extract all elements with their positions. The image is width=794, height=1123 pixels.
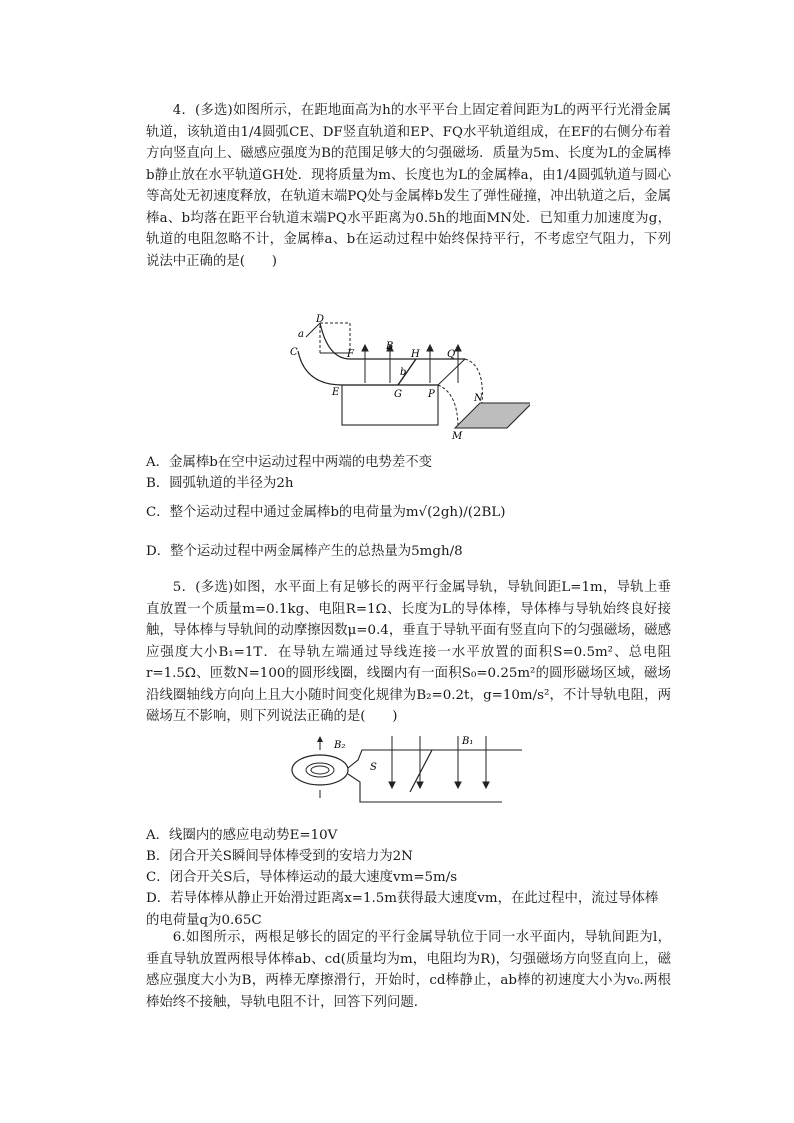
label-h: H xyxy=(411,349,420,360)
question-6-stem: 6.如图所示，两根足够长的固定的平行金属导轨位于同一水平面内，导轨间距为l，垂直导轨放置两根导体棒ab、cd(质量均为m，电阻均为R)，匀强磁场方向竖直向上，磁感应强度大小为B，两棒无摩擦滑行，开始时，cd棒静止，ab棒的初速度大小为v₀.两根棒始终不接触，导轨电阻不计，回答下列问题． xyxy=(146,930,671,1010)
label-p: P xyxy=(428,389,435,400)
q4-option-d: D．整个运动过程中两金属棒产生的总热量为5mgh/8 xyxy=(146,544,463,559)
b1-field-arrows xyxy=(389,736,489,788)
label-g: G xyxy=(394,389,402,400)
field-region xyxy=(306,763,334,777)
label-c: C xyxy=(290,347,298,358)
question-4-stem: 4．(多选)如图所示，在距地面高为h的水平平台上固定着间距为L的两平行光滑金属轨道，该轨道由1/4圆弧CE、DF竖直轨道和EP、FQ水平轨道组成，在EF的右侧分布着方向竖直向上、磁感应强度为B的范围足够大的匀强磁场．质量为5m、长度为L的金属棒b静止放在水平轨道GH处．现将质量为m、长度也为L的金属棒a，由1/4圆弧轨道与圆心等高处无初速度释放，在轨道末端PQ处与金属棒b发生了弹性碰撞，冲出轨道之后，金属棒a、b均落在距平台轨道末端PQ水平距离为0.5h的地面MN处．已知重力加速度为g，轨道的电阻忽略不计，金属棒a、b在运动过程中始终保持平行，不考虑空气阻力，下列说法中正确的是( ) xyxy=(146,103,671,269)
label-e: E xyxy=(332,387,340,398)
label-d: D xyxy=(316,314,325,325)
label-a: a xyxy=(298,329,304,340)
label-f: F xyxy=(347,349,354,360)
question-5-figure xyxy=(290,732,530,812)
bottom-rail xyxy=(348,774,502,802)
label-b-field: B xyxy=(386,341,394,352)
label-m: M xyxy=(452,431,463,442)
platform xyxy=(342,385,438,425)
ground-mn xyxy=(455,403,530,428)
q4-option-a: A．金属棒b在空中运动过程中两端的电势差不变 xyxy=(146,455,433,470)
label-b-rod: b xyxy=(400,367,407,378)
arc-track-ce xyxy=(298,351,342,385)
question-4-figure xyxy=(290,313,530,443)
q5-option-d: D．若导体棒从静止开始滑过距离x=1.5m获得最大速度vm，在此过程中，流过导体棒的电荷量q为0.65C xyxy=(146,891,659,928)
q5-option-c: C．闭合开关S后，导体棒运动的最大速度vm=5m/s xyxy=(146,870,458,885)
coil xyxy=(292,755,348,785)
arc-track-df xyxy=(320,323,350,359)
rod-a xyxy=(306,323,320,337)
label-switch: S xyxy=(370,762,377,773)
label-q: Q xyxy=(447,349,456,360)
label-b2: B₂ xyxy=(334,740,346,751)
q5-option-a: A．线圈内的感应电动势E=10V xyxy=(146,828,338,843)
label-n: N xyxy=(474,393,483,404)
q4-option-b: B．圆弧轨道的半径为2h xyxy=(146,476,294,491)
q4-option-c: C．整个运动过程中通过金属棒b的电荷量为m√(2gh)/(2BL) xyxy=(146,505,506,520)
q5-option-b: B．闭合开关S瞬间导体棒受到的安培力为2N xyxy=(146,849,413,864)
question-5-stem: 5．(多选)如图，水平面上有足够长的两平行金属导轨，导轨间距L=1m，导轨上垂直放置一个质量m=0.1kg、电阻R=1Ω、长度为L的导体棒，导体棒与导轨始终良好接触，导体棒与导轨间的动摩擦因数μ=0.4，垂直于导轨平面有竖直向下的匀强磁场，磁感应强度大小B₁=1T．在导轨左端通过导线连接一水平放置的面积S=0.5m²、总电阻r=1.5Ω、匝数N=100的圆形线圈，线圈内有一面积S₀=0.25m²的圆形磁场区域，磁场沿线圈轴线方向向上且大小随时间变化规律为B₂=0.2t，g=10m/s²，不计导轨电阻，两磁场互不影响，则下列说法正确的是( ) xyxy=(146,580,671,724)
label-b1: B₁ xyxy=(462,736,474,747)
